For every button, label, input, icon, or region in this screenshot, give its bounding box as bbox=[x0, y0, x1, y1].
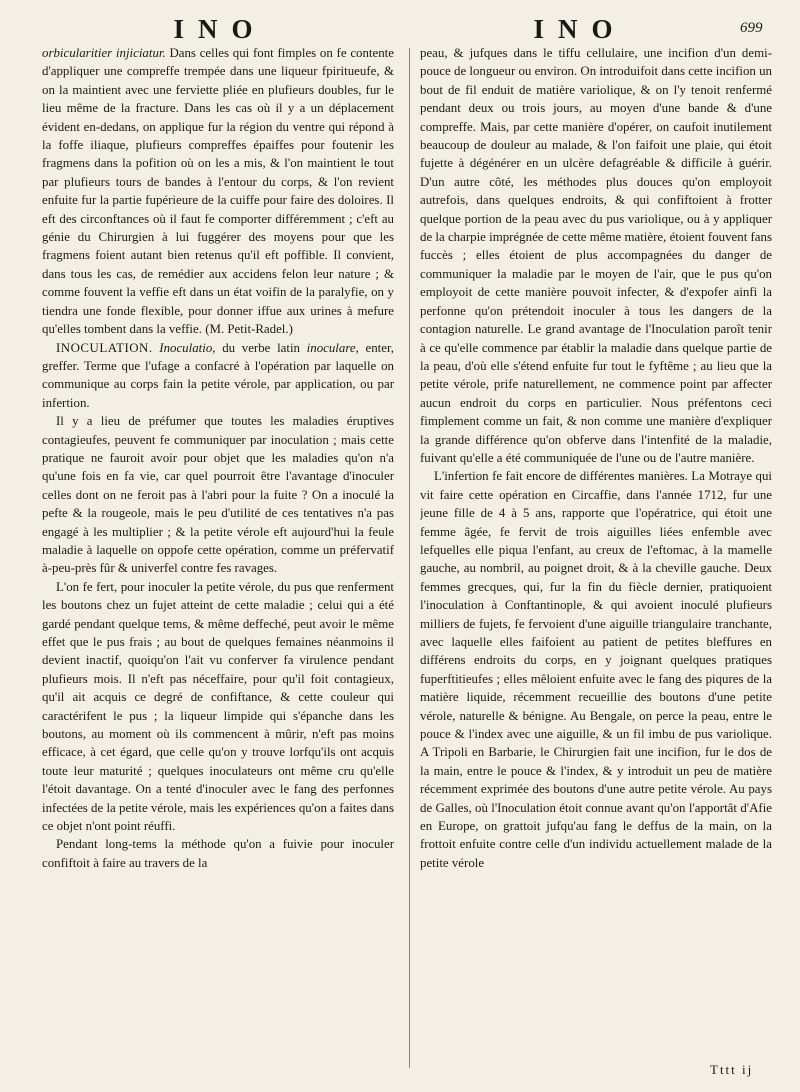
paragraph: Pendant long-tems la méthode qu'on a fuivie pour inoculer confiftoit à faire au travers de la bbox=[42, 837, 394, 870]
page-number: 699 bbox=[740, 20, 763, 36]
paragraph-text: , du verbe latin bbox=[212, 340, 307, 355]
latin-phrase: orbicularitier injiciatur. bbox=[42, 46, 166, 60]
paragraph: L'on fe fert, pour inoculer la petite vérole, du pus que renferment les boutons chez un fujet atteint de cette maladie ; celui qui a été gardé pendant quelque tems, & même deffeché, peut avoir le même effet que le pus frais ; au bout de quelques femaines néanmoins il devient inactif, quoiqu'on l'ait vu conferver fa virulence pendant plufieurs mois. Il n'eft pas néceffaire, pour qu'il foit contagieux, qu'il ait acquis ce degré de confiftance, & cette couleur qui caractérifent le pus ; la liqueur limpide qui s'épanche dans les boutons, au moment où ils commencent à mûrir, n'eft pas moins efficace, à cet égard, que celle qu'on y trouve lorfqu'ils ont acquis toute leur maturité ; quelques inoculateurs ont même cru qu'elle l'étoit davantage. On a tenté d'inoculer avec le fang des perfonnes infectées de la petite vérole, mais les expériences qu'on a faites dans ce objet n'ont point réuffi. bbox=[42, 579, 394, 834]
latin-term: Inoculatio bbox=[159, 340, 213, 355]
paragraph: peau, & jufques dans le tiffu cellulaire, une incifion d'un demi-pouce de longueur ou environ. On introduifoit dans cette incifion un bout de fil enduit de matière variolique, & on l'y tenoit renfermé pendant deux ou trois jours, au moyen d'une bande & d'une compreffe. Mais, par cette manière d'opérer, on caufoit inutilement beaucoup de douleur au malade, & l'on faifoit une plaie, qui étoit fujette à dégénérer en un ulcère defagréable & difficile à guérir. D'un autre côté, les méthodes plus douces qu'on employoit autrefois, dans quelques endroits, & qui confiftoient à frotter quelque portion de la peau avec du pus variolique, ou à y appliquer de la charpie imprégnée de cette même matière, étoient fouvent fans fuccès ; elles étoient de plus accompagnées du danger de communiquer la maladie par le moyen de l'air, que le pus qu'on employoit de cette manière pouvoit infecter, & d'expofer ainfi la perfonne qu'on prétendoit inoculer à tous les dangers de la contagion naturelle. Le grand avantage de l'Inoculation paroît tenir à ce qu'elle commence par établir la maladie dans quelque partie de la peau, d'où elle s'étend enfuite fur tout le fyftême ; au lieu que la petite vérole, prife naturellement, ne commence point par affecter aucun endroit du corps en particulier. Nous préfentons ceci fimplement comme un fait, & non comme une manière d'expliquer la grande différence qu'on obferve dans l'intenfité de la maladie, fuivant qu'elle a été communiquée de l'une ou de l'autre manière. bbox=[420, 46, 772, 465]
paragraph-text: Dans celles qui font fimples on fe contente d'appliquer une compreffe trempée dans une liqueur fpiritueufe, & on la maintient avec une ferviette pliée en plufieurs doubles, fur le lieu même de la fracture. Dans les cas où il y a un déplacement évident en-dedans, on applique fur la région du ventre qui répond à la foffe iliaque, plufieurs compreffes épaiffes pour foutenir les fragmens dans la pofition où on les a mis, & l'on maintient le tout par plufieurs tours de bandes à l'entour du corps, & l'on revient enfuite fur la partie fupérieure de la cuiffe pour faire des doloires. Il eft des circonftances où il faut fe comporter différemment ; c'eft au génie du Chirurgien à lui fuggérer des moyens pour que les fragmens foient autant bien retenus qu'il eft poffible. Il convient, dans tous les cas, de remédier aux accidens felon leur nature ; & comme fouvent la veffie eft dans un état voifin de la paralyfie, on y tiendra une fonde flexible, pour donner iffue aux urines à mefure qu'elles tombent dans la veffie. bbox=[42, 46, 394, 337]
paragraph: L'infertion fe fait encore de différentes manières. La Motraye qui vit faire cette opération en Circaffie, dans l'année 1712, fur une jeune fille de 4 à 5 ans, rapporte que l'opératrice, qui étoit une femme âgée, fe fervit de trois aiguilles liées enfemble avec lefquelles elle piqua l'enfant, au creux de l'eftomac, à la mamelle gauche, au nombril, au poignet droit, & à la cheville gauche. Deux femmes grecques, qui, fur la fin du fiècle dernier, pratiquoient l'inoculation à Conftantinople, & qui avoient inoculé plufieurs milliers de fujets, fe fervoient d'une aiguille triangulaire tranchante, avec laquelle elles faifoient au patient de petites bleffures en différens endroits du corps, en y joignant quelques pratiques fuperftitieufes ; elles mêloient enfuite avec le fang des piqures de la matière liquide, récemment recueillie des boutons d'une petite vérole, naturelle & bénigne. Au Bengale, on perce la peau, entre le pouce & l'index avec une aiguille, & un fil imbu de pus variolique. A Tripoli en Barbarie, le Chirurgien fait une incifion, fur le dos de la main, entre le pouce & l'index, & y introduit un peu de matière récemment exprimée des boutons d'une autre petite vérole. Au pays de Galles, où l'Inoculation étoit connue avant qu'on l'apportât d'Afie en Europe, on grattoit jufqu'au fang le deffus de la main, on la frottoit enfuite contre celle d'un individu actuellement malade de la petite vérole bbox=[420, 469, 772, 870]
paragraph: Il y a lieu de préfumer que toutes les maladies éruptives contagieufes, peuvent fe communiquer par inoculation ; mais cette pratique ne fauroit avoir pour objet que les maladies qu'on n'a qu'une fois en fa vie, car quel pourroit être l'avantage d'inoculer celles dont on ne feroit pas à l'abri pour la fuite ? On a inoculé la pefte & la rougeole, mais le peu d'utilité de ces tentatives n'a pas engagé à les multiplier ; & la petite vérole eft aujourd'hui la feule maladie à laquelle on oppofe cette opération, comme un préfervatif à-peu-près fûr & univerfel contre fes ravages. bbox=[42, 414, 394, 576]
running-head-left: INO bbox=[173, 14, 267, 44]
paragraph bbox=[42, 44, 394, 339]
latin-term: inoculare bbox=[306, 340, 356, 355]
running-head-right: INO bbox=[533, 14, 627, 44]
signature-mark: Tttt ij bbox=[710, 1062, 754, 1077]
left-column bbox=[42, 44, 394, 1074]
paragraph-text: , enter, greffer. Terme que l'ufage a confacré à l'opération par laquelle on communique au corps fain la petite vérole, par application, ou par infertion. bbox=[42, 340, 394, 410]
right-column bbox=[420, 44, 772, 1074]
entry-headword: INOCULATION. bbox=[56, 340, 153, 355]
column-divider bbox=[409, 48, 410, 1068]
dictionary-entry bbox=[42, 339, 394, 413]
author-citation: (M. Petit-Radel.) bbox=[205, 322, 293, 337]
